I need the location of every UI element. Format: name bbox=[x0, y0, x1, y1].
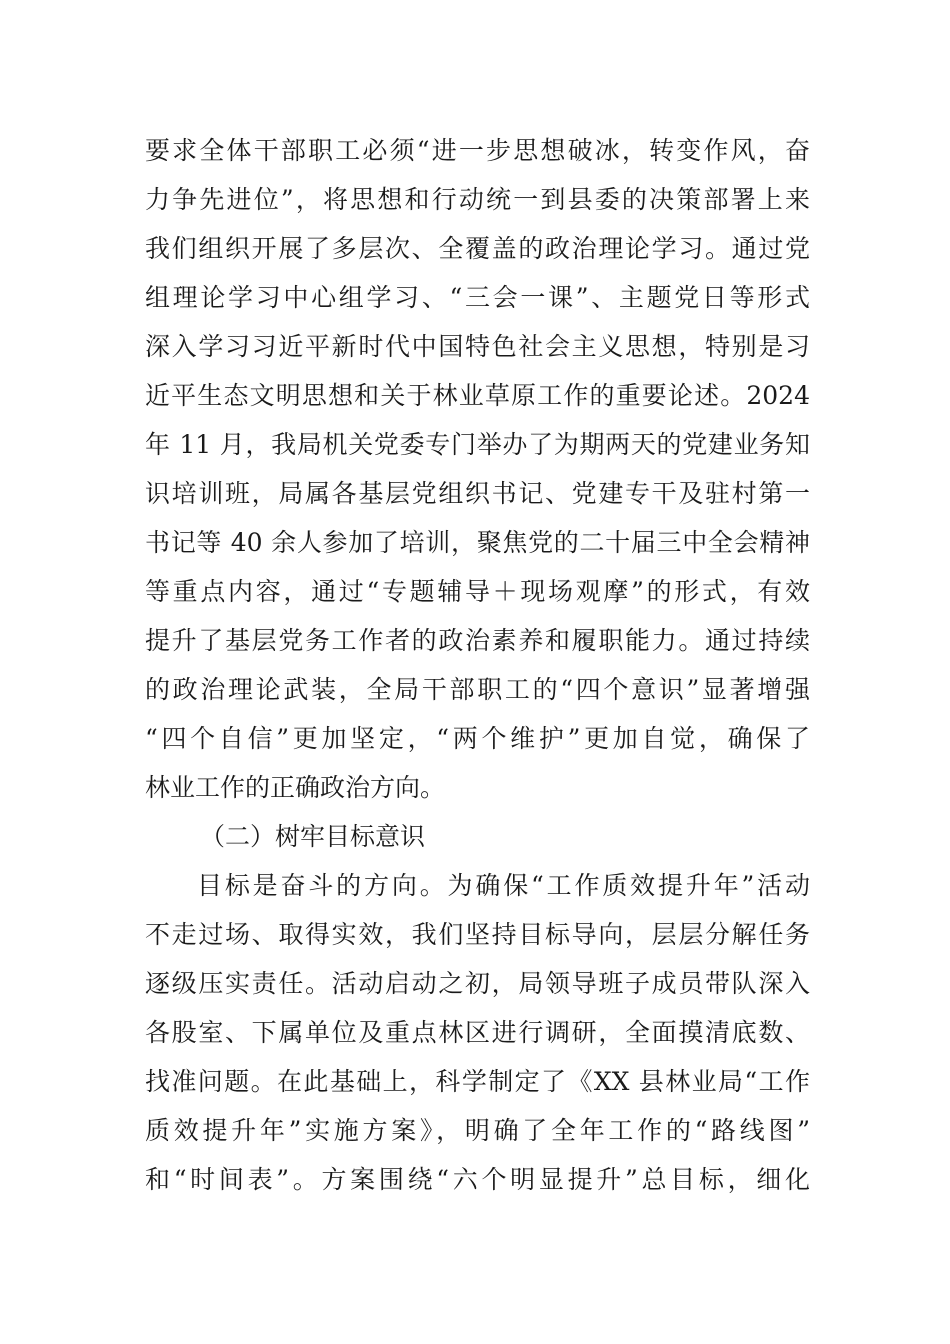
section-heading: （二）树牢目标意识 bbox=[200, 822, 426, 851]
text-line: 和“时间表”。方案围绕“六个明显提升”总目标，细化 bbox=[145, 1165, 810, 1194]
text-line: 质效提升年”实施方案》，明确了全年工作的“路线图” bbox=[145, 1116, 810, 1145]
text-line: 不走过场、取得实效，我们坚持目标导向，层层分解任务 bbox=[145, 920, 810, 949]
text-line: 逐级压实责任。活动启动之初，局领导班子成员带队深入 bbox=[145, 969, 810, 998]
text-line: 书记等 40 余人参加了培训，聚焦党的二十届三中全会精神 bbox=[145, 528, 810, 557]
text-line: 找准问题。在此基础上，科学制定了《XX 县林业局“工作 bbox=[145, 1067, 810, 1096]
text-line: 目标是奋斗的方向。为确保“工作质效提升年”活动 bbox=[197, 871, 810, 900]
text-line: 的政治理论武装，全局干部职工的“四个意识”显著增强 bbox=[145, 675, 810, 704]
text-line: 年 11 月，我局机关党委专门举办了为期两天的党建业务知 bbox=[145, 430, 810, 459]
text-line: 等重点内容，通过“专题辅导＋现场观摩”的形式，有效 bbox=[145, 577, 810, 606]
text-line: 提升了基层党务工作者的政治素养和履职能力。通过持续 bbox=[145, 626, 810, 655]
text-line: “四个自信”更加坚定，“两个维护”更加自觉，确保了 bbox=[145, 724, 810, 753]
body-text bbox=[145, 126, 810, 1204]
text-line: 组理论学习中心组学习、“三会一课”、主题党日等形式 bbox=[145, 283, 810, 312]
text-line: 各股室、下属单位及重点林区进行调研，全面摸清底数、 bbox=[145, 1018, 810, 1047]
text-line: 我们组织开展了多层次、全覆盖的政治理论学习。通过党 bbox=[145, 234, 810, 263]
text-line: 林业工作的正确政治方向。 bbox=[145, 773, 446, 802]
text-line: 识培训班，局属各基层党组织书记、党建专干及驻村第一 bbox=[145, 479, 810, 508]
text-line: 近平生态文明思想和关于林业草原工作的重要论述。2024 bbox=[145, 381, 810, 410]
text-line: 深入学习习近平新时代中国特色社会主义思想，特别是习 bbox=[145, 332, 810, 361]
text-line: 力争先进位”，将思想和行动统一到县委的决策部署上来 bbox=[145, 185, 810, 214]
text-line: 要求全体干部职工必须“进一步思想破冰，转变作风，奋 bbox=[145, 136, 810, 165]
